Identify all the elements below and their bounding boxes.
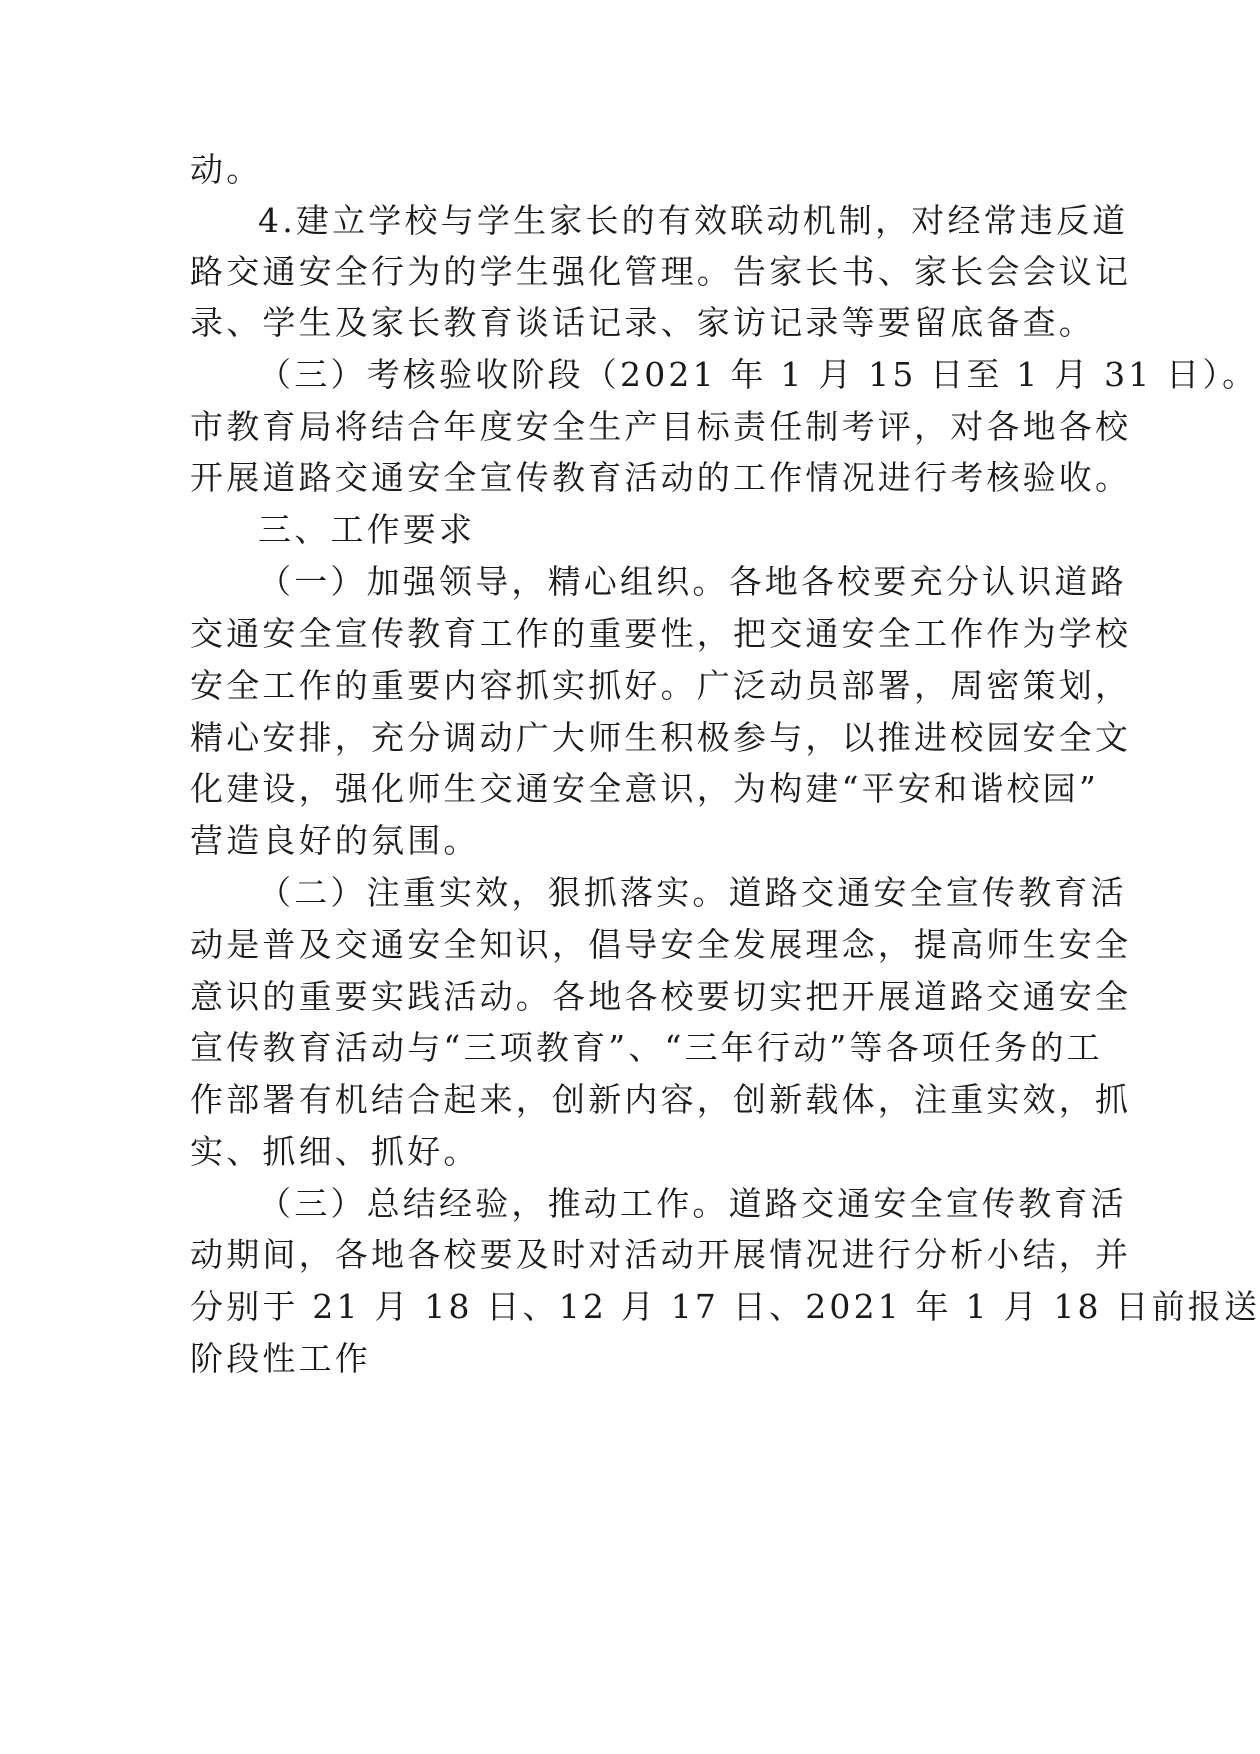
text-line-20: 实、抓细、抓好。 [190, 1132, 480, 1171]
text-line-17: 意识的重要实践活动。各地各校要切实把开展道路交通安全 [190, 977, 1132, 1016]
text-line-15: （二）注重实效，狠抓落实。道路交通安全宣传教育活 [258, 873, 1127, 912]
text-line-5: （三）考核验收阶段（2021 年 1 月 15 日至 1 月 31 日）。 [258, 355, 1259, 394]
text-line-3: 路交通安全行为的学生强化管理。告家长书、家长会会议记 [190, 252, 1132, 291]
text-line-23: 分别于 21 月 18 日、12 月 17 日、2021 年 1 月 18 日前报送 [190, 1287, 1260, 1326]
text-line-24: 阶段性工作 [190, 1339, 371, 1378]
text-line-19: 作部署有机结合起来，创新内容，创新载体，注重实效，抓 [190, 1080, 1132, 1119]
text-line-7: 开展道路交通安全宣传教育活动的工作情况进行考核验收。 [190, 458, 1132, 497]
text-line-16: 动是普及交通安全知识，倡导安全发展理念，提高师生安全 [190, 925, 1132, 964]
text-line-13: 化建设，强化师生交通安全意识，为构建“平安和谐校园” [190, 769, 1099, 808]
text-line-10: 交通安全宣传教育工作的重要性，把交通安全工作作为学校 [190, 614, 1132, 653]
text-line-12: 精心安排，充分调动广大师生积极参与，以推进校园安全文 [190, 718, 1132, 757]
text-line-21: （三）总结经验，推动工作。道路交通安全宣传教育活 [258, 1184, 1127, 1223]
text-line-22: 动期间，各地各校要及时对活动开展情况进行分析小结，并 [190, 1235, 1132, 1274]
text-line-2: 4.建立学校与学生家长的有效联动机制，对经常违反道 [258, 201, 1129, 240]
text-line-1: 动。 [190, 150, 263, 189]
text-line-11: 安全工作的重要内容抓实抓好。广泛动员部署，周密策划， [190, 666, 1132, 705]
section-heading: 三、工作要求 [258, 510, 476, 549]
text-line-18: 宣传教育活动与“三项教育”、“三年行动”等各项任务的工 [190, 1028, 1103, 1067]
text-line-9: （一）加强领导，精心组织。各地各校要充分认识道路 [258, 562, 1127, 601]
text-line-4: 录、学生及家长教育谈话记录、家访记录等要留底备查。 [190, 303, 1095, 342]
text-line-6: 市教育局将结合年度安全生产目标责任制考评，对各地各校 [190, 407, 1132, 446]
text-line-14: 营造良好的氛围。 [190, 821, 480, 860]
